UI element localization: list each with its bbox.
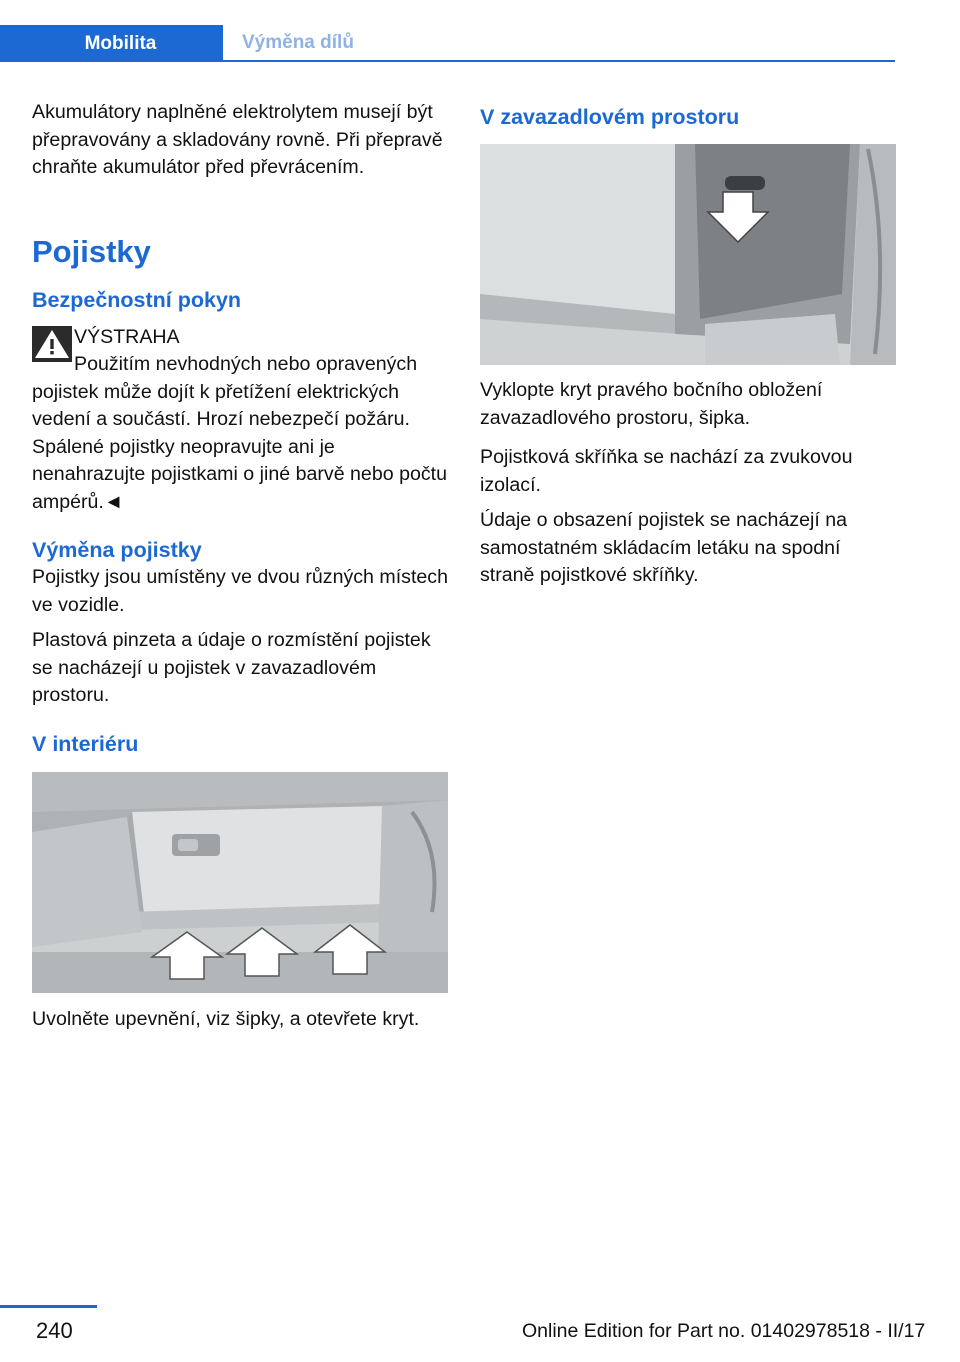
replace-heading: Výměna pojistky — [32, 538, 202, 562]
warning-text: Použitím nevhodných nebo opravených pojistek může dojít k přetížení elektrických vedení a součástí. Hrozí nebezpečí požáru. Spálené pojistky neopravujte ani je nenahrazujte pojistkami o jiné barvě nebo počtu ampérů.◄ — [32, 353, 447, 513]
section-tab[interactable] — [0, 25, 223, 62]
intro-paragraph: Akumulátory naplněné elektrolytem musejí být přepravovány a skladovány rovně. Při přepravě chraňte akumulátor před převrácením. — [32, 101, 443, 178]
section-tab-label: Mobilita — [84, 32, 157, 54]
trunk-heading: V zavazadlovém prostoru — [480, 105, 740, 129]
trunk-paragraph-3: Údaje o obsazení pojistek se nacházejí na samostatném skládacím letáku na spodní straně pojistkové skříňky. — [480, 509, 848, 586]
replace-paragraph-2: Plastová pinzeta a údaje o rozmístění pojistek se nacházejí u pojistek v zavazadlovém prostoru. — [32, 629, 431, 706]
trunk-fuse-illustration — [480, 144, 896, 365]
warning-triangle-icon — [32, 326, 72, 362]
right-column — [480, 99, 896, 590]
interior-fuse-illustration — [32, 772, 448, 993]
edition-text: Online Edition for Part no. 01402978518 - II/17 — [522, 1320, 926, 1342]
trunk-paragraph-2: Pojistková skříňka se nachází za zvukovou izolací. — [480, 446, 853, 496]
replace-paragraph-1: Pojistky jsou umístěny ve dvou různých místech ve vozidle. — [32, 566, 448, 616]
warning-label: VÝSTRAHA — [74, 325, 180, 348]
trunk-paragraph-1: Vyklopte kryt pravého bočního obložení zavazadlového prostoru, šipka. — [480, 379, 823, 429]
section-title: Pojistky — [32, 233, 151, 269]
subsection-label: Výměna dílů — [242, 32, 354, 53]
page-number: 240 — [36, 1318, 73, 1343]
footer-rule — [0, 1305, 97, 1308]
left-column — [32, 99, 448, 1033]
interior-heading: V interiéru — [32, 731, 139, 756]
warning-block — [32, 324, 448, 517]
interior-caption: Uvolněte upevnění, viz šipky, a otevřete kryt. — [32, 1007, 420, 1030]
safety-heading: Bezpečnostní pokyn — [32, 287, 242, 312]
